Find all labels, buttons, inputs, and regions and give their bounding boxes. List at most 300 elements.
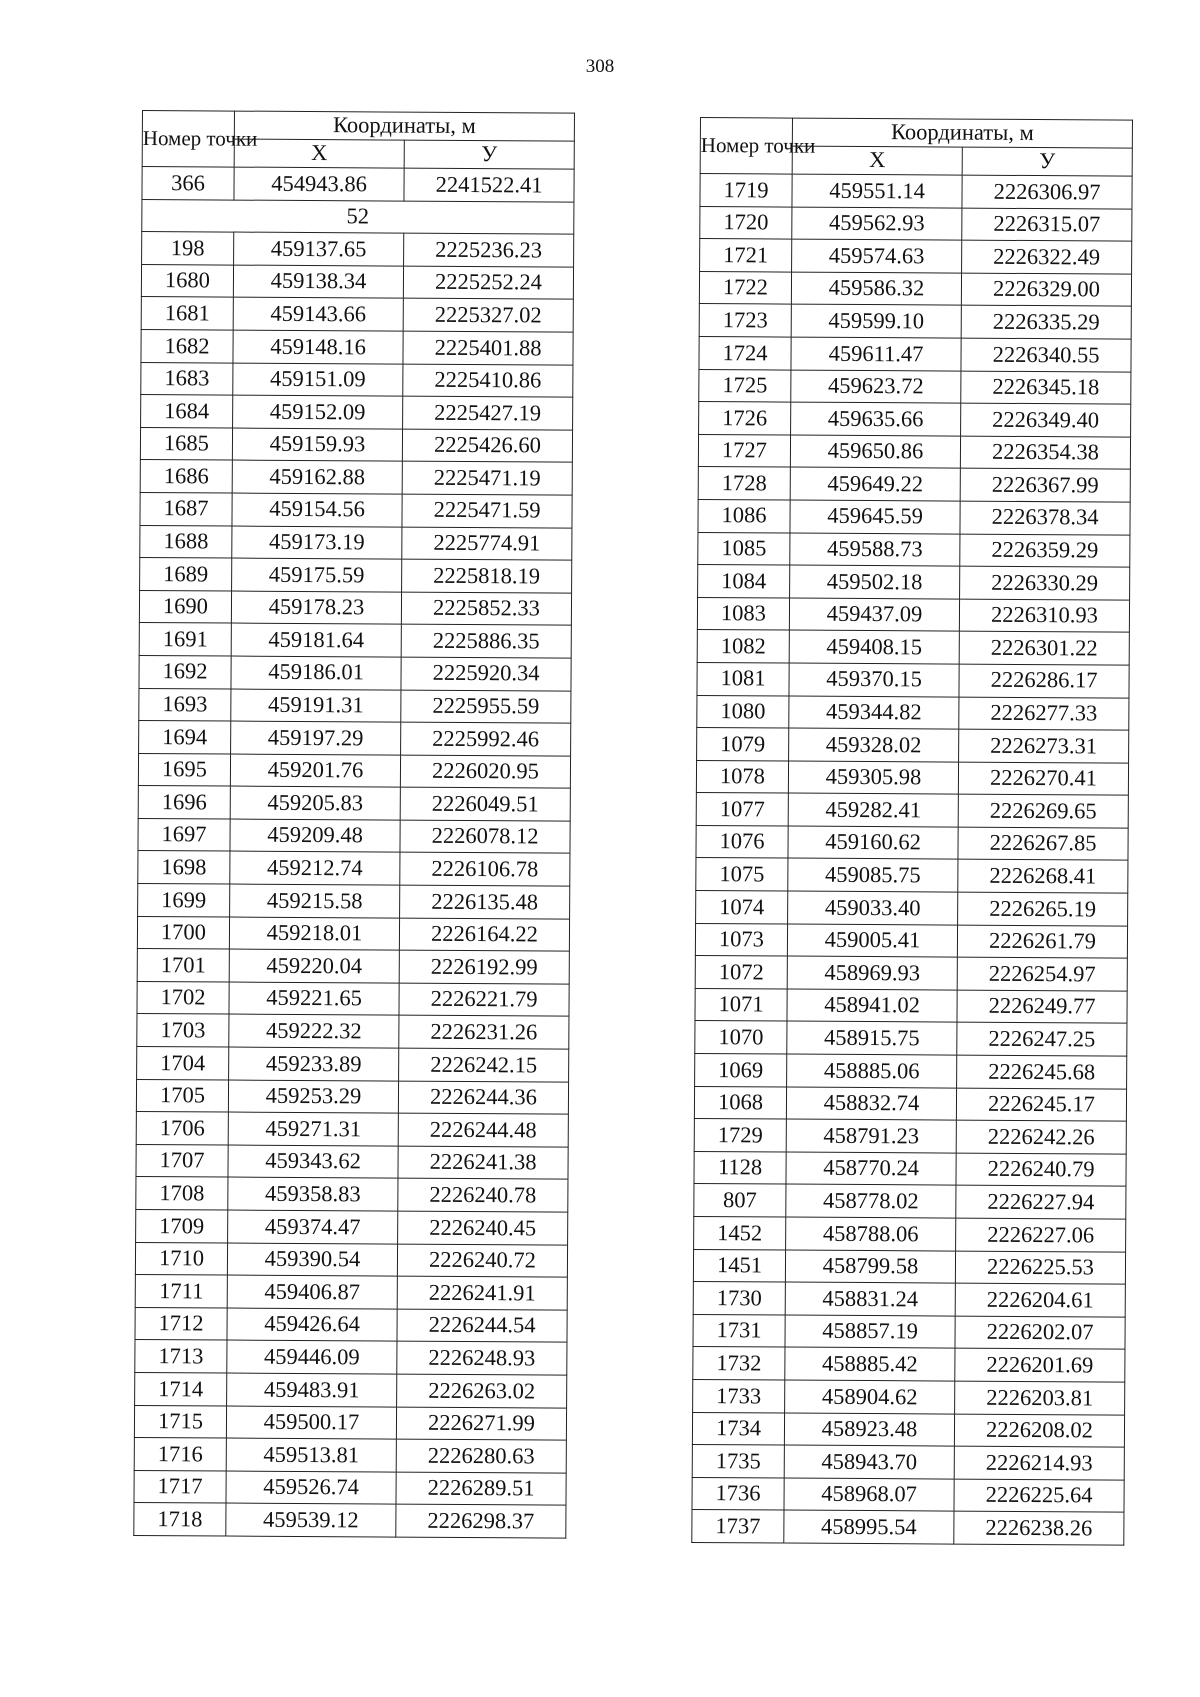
x-coordinate-cell: 459218.01	[229, 917, 399, 951]
x-coordinate-cell: 458995.54	[784, 1510, 954, 1544]
x-coordinate-cell: 458770.24	[786, 1152, 956, 1186]
x-coordinate-cell: 459588.73	[790, 533, 960, 567]
x-coordinate-cell: 459370.15	[789, 663, 959, 697]
y-coordinate-cell: 2226345.18	[961, 371, 1131, 405]
x-coordinate-cell: 459539.12	[226, 1503, 396, 1537]
x-coordinate-cell: 459148.16	[233, 330, 403, 364]
y-coordinate-cell: 2226298.37	[396, 1504, 566, 1538]
point-number-cell: 1721	[700, 239, 792, 272]
table-row	[696, 858, 1128, 893]
y-coordinate-cell: 2225955.59	[401, 690, 571, 724]
x-coordinate-cell: 459586.32	[791, 272, 961, 306]
point-number-cell: 198	[142, 232, 234, 265]
point-number-cell: 1695	[138, 753, 230, 786]
table-row	[698, 532, 1130, 567]
point-number-cell: 1716	[134, 1438, 226, 1471]
point-number-cell: 1729	[694, 1119, 786, 1152]
y-coordinate-cell: 2226240.45	[398, 1211, 568, 1245]
y-coordinate-cell: 2226315.07	[962, 208, 1132, 242]
y-coordinate-cell: 2226240.72	[397, 1244, 567, 1278]
point-number-cell: 1735	[692, 1445, 784, 1478]
x-coordinate-cell: 454943.86	[234, 167, 404, 201]
point-number-cell: 1080	[697, 695, 789, 728]
x-coordinate-cell: 458791.23	[786, 1119, 956, 1153]
section-row-group	[142, 199, 574, 234]
x-coordinate-cell: 459446.09	[227, 1340, 397, 1374]
table-row	[692, 1445, 1124, 1480]
y-coordinate-cell: 2226227.94	[956, 1185, 1126, 1219]
point-number-header: Номер точки	[700, 118, 792, 175]
table-row	[697, 728, 1129, 763]
table-row	[694, 1216, 1126, 1251]
point-number-cell: 1732	[693, 1347, 785, 1380]
y-coordinate-cell: 2226245.17	[956, 1088, 1126, 1122]
y-coordinate-cell: 2225252.24	[403, 266, 573, 300]
y-coordinate-cell: 2226249.77	[957, 990, 1127, 1024]
y-coordinate-cell: 2226049.51	[400, 787, 570, 821]
y-coordinate-cell: 2226267.85	[958, 827, 1128, 861]
table-row	[139, 688, 571, 723]
x-coordinate-cell: 459502.18	[790, 565, 960, 599]
table-row	[698, 565, 1130, 600]
point-number-cell: 1681	[141, 297, 233, 330]
y-coordinate-cell: 2226270.41	[958, 762, 1128, 796]
x-coordinate-cell: 459623.72	[791, 370, 961, 404]
y-coordinate-cell: 2226247.25	[957, 1023, 1127, 1057]
y-coordinate-cell: 2226203.81	[955, 1381, 1125, 1415]
table-row	[134, 1438, 566, 1473]
y-coordinate-cell: 2226238.26	[954, 1511, 1124, 1545]
y-coordinate-cell: 2226078.12	[400, 820, 570, 854]
right-rows	[692, 174, 1132, 1546]
table-row	[693, 1314, 1125, 1349]
coordinates-table-left	[133, 110, 575, 1539]
point-number-cell: 1688	[140, 525, 232, 558]
x-coordinate-cell: 459513.81	[226, 1438, 396, 1472]
x-coordinate-cell: 459406.87	[227, 1275, 397, 1309]
point-number-cell: 1702	[137, 981, 229, 1014]
point-number-cell: 1693	[139, 688, 231, 721]
table-row	[692, 1477, 1124, 1512]
x-coordinate-cell: 459159.93	[232, 428, 402, 462]
point-number-cell: 1711	[135, 1275, 227, 1308]
section-label: 52	[142, 199, 574, 234]
x-coordinate-cell: 459209.48	[230, 819, 400, 853]
point-number-cell: 1736	[692, 1477, 784, 1510]
point-number-cell: 1737	[692, 1510, 784, 1543]
y-coordinate-cell: 2226240.78	[398, 1178, 568, 1212]
page-number: 308	[585, 56, 615, 77]
point-number-cell: 1700	[137, 916, 229, 949]
y-coordinate-cell: 2226227.06	[956, 1218, 1126, 1252]
table-row	[137, 1014, 569, 1049]
y-coordinate-cell: 2226164.22	[399, 918, 569, 952]
y-coordinate-cell: 2226340.55	[961, 338, 1131, 372]
point-number-cell: 1724	[699, 336, 791, 369]
x-coordinate-cell: 459271.31	[228, 1112, 398, 1146]
x-coordinate-cell: 459374.47	[228, 1210, 398, 1244]
table-row	[140, 427, 572, 462]
point-number-cell: 1696	[138, 786, 230, 819]
table-row	[137, 981, 569, 1016]
x-coordinate-cell: 459305.98	[788, 761, 958, 795]
y-coordinate-cell: 2226202.07	[955, 1316, 1125, 1350]
y-coordinate-cell: 2226241.91	[397, 1276, 567, 1310]
y-coordinate-cell: 2226231.26	[399, 1016, 569, 1050]
y-coordinate-cell: 2226242.26	[956, 1120, 1126, 1154]
x-coordinate-cell: 458857.19	[785, 1315, 955, 1349]
x-coordinate-cell: 459221.65	[229, 982, 399, 1016]
left-rows	[134, 232, 574, 1538]
x-coordinate-cell: 459138.34	[233, 265, 403, 299]
x-coordinate-cell: 458941.02	[787, 989, 957, 1023]
table-row	[137, 1047, 569, 1082]
x-coordinate-cell: 459154.56	[232, 493, 402, 527]
table-row	[136, 1079, 568, 1114]
point-number-cell: 1075	[696, 858, 788, 891]
table-row	[134, 1470, 566, 1505]
y-coordinate-cell: 2226106.78	[400, 853, 570, 887]
y-coordinate-cell: 2226301.22	[959, 631, 1129, 665]
table-row	[142, 167, 574, 202]
y-coordinate-cell: 2225327.02	[403, 298, 573, 332]
y-coordinate-cell: 2226261.79	[957, 925, 1127, 959]
y-coordinate-cell: 2226367.99	[960, 468, 1130, 502]
y-coordinate-cell: 2226322.49	[962, 240, 1132, 274]
point-number-cell: 1694	[139, 721, 231, 754]
point-number-cell: 1718	[134, 1503, 226, 1536]
table-row	[136, 1209, 568, 1244]
x-coordinate-cell: 459005.41	[787, 924, 957, 958]
x-coordinate-cell: 459186.01	[231, 656, 401, 690]
x-coordinate-cell: 459483.91	[227, 1373, 397, 1407]
x-coordinate-cell: 459215.58	[230, 884, 400, 918]
x-coordinate-cell: 459205.83	[230, 786, 400, 820]
point-number-cell: 807	[694, 1184, 786, 1217]
point-number-cell: 1077	[696, 793, 788, 826]
table-row	[134, 1503, 566, 1538]
x-coordinate-cell: 458923.48	[784, 1413, 954, 1447]
point-number-cell: 1722	[699, 271, 791, 304]
point-number-cell: 1731	[693, 1314, 785, 1347]
table-row	[135, 1242, 567, 1277]
x-coordinate-cell: 459328.02	[789, 728, 959, 762]
x-coordinate-cell: 459645.59	[790, 500, 960, 534]
point-number-cell: 1730	[693, 1282, 785, 1315]
y-header: У	[404, 140, 574, 169]
table-row	[697, 695, 1129, 730]
table-row	[694, 1184, 1126, 1219]
x-coordinate-cell: 459599.10	[791, 304, 961, 338]
y-coordinate-cell: 2226271.99	[396, 1407, 566, 1441]
y-coordinate-cell: 2226240.79	[956, 1153, 1126, 1187]
table-row	[693, 1249, 1125, 1284]
point-number-cell: 1128	[694, 1151, 786, 1184]
y-coordinate-cell: 2226354.38	[960, 436, 1130, 470]
y-coordinate-cell: 2226244.48	[398, 1113, 568, 1147]
table-row	[699, 304, 1131, 339]
table-row	[136, 1112, 568, 1147]
y-coordinate-cell: 2226242.15	[399, 1048, 569, 1082]
y-coordinate-cell: 2225426.60	[402, 429, 572, 463]
x-coordinate-cell: 459033.40	[788, 891, 958, 925]
y-coordinate-cell: 2226310.93	[959, 599, 1129, 633]
point-number-cell: 1076	[696, 825, 788, 858]
point-number-cell: 1686	[140, 460, 232, 493]
y-coordinate-cell: 2226277.33	[959, 697, 1129, 731]
table-row	[699, 369, 1131, 404]
y-coordinate-cell: 2226225.53	[955, 1251, 1125, 1285]
table-row	[692, 1412, 1124, 1447]
table-row	[699, 271, 1131, 306]
y-coordinate-cell: 2226225.64	[954, 1479, 1124, 1513]
x-coordinate-cell: 458904.62	[785, 1380, 955, 1414]
table-row	[141, 395, 573, 430]
table-row	[135, 1275, 567, 1310]
y-coordinate-cell: 2225401.88	[403, 331, 573, 365]
x-coordinate-cell: 459343.62	[228, 1145, 398, 1179]
point-number-cell: 1691	[139, 623, 231, 656]
x-coordinate-cell: 459175.59	[232, 558, 402, 592]
table-row	[698, 499, 1130, 534]
point-number-cell: 1687	[140, 492, 232, 525]
point-number-cell: 1690	[139, 590, 231, 623]
point-number-cell: 1713	[135, 1340, 227, 1373]
x-coordinate-cell: 459220.04	[229, 949, 399, 983]
y-coordinate-cell: 2226254.97	[957, 957, 1127, 991]
table-row	[698, 434, 1130, 469]
x-header: Х	[792, 146, 962, 175]
table-row	[139, 623, 571, 658]
y-coordinate-cell: 2226265.19	[958, 892, 1128, 926]
table-row	[696, 891, 1128, 926]
y-coordinate-cell: 2226289.51	[396, 1472, 566, 1506]
x-coordinate-cell: 459152.09	[233, 395, 403, 429]
table-row	[136, 1177, 568, 1212]
table-row	[697, 662, 1129, 697]
point-number-cell: 1085	[698, 532, 790, 565]
point-number-cell: 1704	[137, 1047, 229, 1080]
y-coordinate-cell: 2226378.34	[960, 501, 1130, 535]
x-coordinate-cell: 459162.88	[232, 460, 402, 494]
x-coordinate-cell: 459282.41	[788, 793, 958, 827]
coordinates-header: Координаты, м	[792, 118, 1132, 148]
point-number-cell: 1073	[695, 923, 787, 956]
y-coordinate-cell: 2241522.41	[404, 168, 574, 202]
point-number-cell: 1726	[699, 402, 791, 435]
x-coordinate-cell: 459253.29	[228, 1080, 398, 1114]
point-number-cell: 1697	[138, 818, 230, 851]
x-coordinate-cell: 458788.06	[786, 1217, 956, 1251]
x-coordinate-cell: 459137.65	[234, 232, 404, 266]
table-row	[697, 597, 1129, 632]
x-coordinate-cell: 458832.74	[786, 1087, 956, 1121]
table-row	[139, 590, 571, 625]
table-row	[141, 264, 573, 299]
y-coordinate-cell: 2226245.68	[957, 1055, 1127, 1089]
table-row	[696, 760, 1128, 795]
point-number-cell: 1079	[697, 728, 789, 761]
table-row	[138, 818, 570, 853]
x-coordinate-cell: 458885.42	[785, 1347, 955, 1381]
x-coordinate-cell: 459085.75	[788, 859, 958, 893]
point-number-cell: 1698	[138, 851, 230, 884]
x-coordinate-cell: 459222.32	[229, 1014, 399, 1048]
x-coordinate-cell: 459437.09	[789, 598, 959, 632]
x-coordinate-cell: 458969.93	[787, 956, 957, 990]
table-row	[695, 923, 1127, 958]
y-coordinate-cell: 2225920.34	[401, 657, 571, 691]
x-coordinate-cell: 459178.23	[231, 591, 401, 625]
x-coordinate-cell: 459408.15	[789, 630, 959, 664]
x-coordinate-cell: 459526.74	[226, 1471, 396, 1505]
point-number-cell: 1699	[138, 884, 230, 917]
point-number-cell: 1720	[700, 206, 792, 239]
table-row	[699, 402, 1131, 437]
x-coordinate-cell: 459574.63	[792, 239, 962, 273]
point-number-cell: 1725	[699, 369, 791, 402]
table-row	[692, 1510, 1124, 1545]
point-number-cell: 1734	[692, 1412, 784, 1445]
x-coordinate-cell: 459635.66	[791, 402, 961, 436]
y-coordinate-cell: 2225410.86	[403, 364, 573, 398]
x-coordinate-cell: 459650.86	[790, 435, 960, 469]
table-row	[140, 492, 572, 527]
x-coordinate-cell: 458831.24	[785, 1282, 955, 1316]
table-row	[695, 1054, 1127, 1089]
point-number-cell: 1086	[698, 499, 790, 532]
point-number-cell: 1714	[135, 1372, 227, 1405]
table-row	[700, 206, 1132, 241]
point-number-cell: 1072	[695, 956, 787, 989]
x-coordinate-cell: 459197.29	[231, 721, 401, 755]
y-coordinate-cell: 2225886.35	[401, 624, 571, 658]
table-row	[696, 825, 1128, 860]
table-row	[142, 232, 574, 267]
y-coordinate-cell: 2226201.69	[955, 1348, 1125, 1382]
y-coordinate-cell: 2225471.59	[402, 494, 572, 528]
table-row	[139, 721, 571, 756]
x-coordinate-cell: 459160.62	[788, 826, 958, 860]
point-number-cell: 366	[142, 167, 234, 200]
table-row	[137, 916, 569, 951]
point-number-cell: 1081	[697, 662, 789, 695]
y-coordinate-cell: 2226273.31	[959, 729, 1129, 763]
table-row	[695, 956, 1127, 991]
table-row	[137, 949, 569, 984]
point-number-cell: 1703	[137, 1014, 229, 1047]
y-coordinate-cell: 2226330.29	[960, 566, 1130, 600]
table-row	[138, 884, 570, 919]
x-coordinate-cell: 459500.17	[226, 1406, 396, 1440]
point-number-cell: 1715	[134, 1405, 226, 1438]
x-coordinate-cell: 458968.07	[784, 1478, 954, 1512]
point-number-cell: 1733	[693, 1379, 785, 1412]
y-coordinate-cell: 2226329.00	[961, 273, 1131, 307]
point-number-cell: 1071	[695, 988, 787, 1021]
x-coordinate-cell: 459151.09	[233, 363, 403, 397]
x-coordinate-cell: 459344.82	[789, 696, 959, 730]
point-number-cell: 1070	[695, 1021, 787, 1054]
table-row	[134, 1405, 566, 1440]
x-coordinate-cell: 459390.54	[227, 1243, 397, 1277]
x-coordinate-cell: 459181.64	[231, 623, 401, 657]
y-coordinate-cell: 2226192.99	[399, 950, 569, 984]
y-coordinate-cell: 2226204.61	[955, 1283, 1125, 1317]
table-row	[700, 174, 1132, 209]
point-number-cell: 1068	[694, 1086, 786, 1119]
table-row	[135, 1340, 567, 1375]
table-row	[698, 467, 1130, 502]
table-row	[138, 753, 570, 788]
point-number-cell: 1692	[139, 655, 231, 688]
point-number-cell: 1701	[137, 949, 229, 982]
y-coordinate-cell: 2226214.93	[954, 1446, 1124, 1480]
y-coordinate-cell: 2225852.33	[401, 592, 571, 626]
point-number-cell: 1452	[694, 1216, 786, 1249]
point-number-header: Номер точки	[142, 111, 234, 168]
y-header: У	[962, 147, 1132, 176]
table-row	[697, 630, 1129, 665]
y-coordinate-cell: 2226280.63	[396, 1439, 566, 1473]
point-number-cell: 1074	[696, 891, 788, 924]
x-coordinate-cell: 458778.02	[786, 1184, 956, 1218]
table-row	[694, 1119, 1126, 1154]
point-number-cell: 1710	[135, 1242, 227, 1275]
y-coordinate-cell: 2226269.65	[958, 794, 1128, 828]
y-coordinate-cell: 2225236.23	[404, 233, 574, 267]
table-row	[695, 988, 1127, 1023]
coordinates-table-right	[691, 117, 1133, 1546]
point-number-cell: 1705	[136, 1079, 228, 1112]
y-coordinate-cell: 2226248.93	[397, 1341, 567, 1375]
y-coordinate-cell: 2226135.48	[400, 885, 570, 919]
point-number-cell: 1082	[697, 630, 789, 663]
x-coordinate-cell: 459191.31	[231, 689, 401, 723]
point-number-cell: 1684	[141, 395, 233, 428]
table-row	[138, 851, 570, 886]
point-number-cell: 1069	[695, 1054, 787, 1087]
table-row	[693, 1379, 1125, 1414]
point-number-cell: 1078	[696, 760, 788, 793]
point-number-cell: 1723	[699, 304, 791, 337]
point-number-cell: 1727	[698, 434, 790, 467]
table-row	[694, 1151, 1126, 1186]
point-number-cell: 1709	[136, 1209, 228, 1242]
x-coordinate-cell: 459173.19	[232, 526, 402, 560]
x-coordinate-cell: 459358.83	[228, 1177, 398, 1211]
point-number-cell: 1084	[698, 565, 790, 598]
table-row	[141, 297, 573, 332]
y-coordinate-cell: 2225992.46	[401, 722, 571, 756]
x-header: Х	[234, 139, 404, 168]
table-row	[141, 329, 573, 364]
x-coordinate-cell: 459562.93	[792, 207, 962, 241]
y-coordinate-cell: 2225774.91	[402, 527, 572, 561]
y-coordinate-cell: 2226263.02	[397, 1374, 567, 1408]
table-row	[138, 786, 570, 821]
point-number-cell: 1712	[135, 1307, 227, 1340]
y-coordinate-cell: 2226208.02	[954, 1414, 1124, 1448]
y-coordinate-cell: 2226244.54	[397, 1309, 567, 1343]
point-number-cell: 1682	[141, 329, 233, 362]
table-row	[141, 362, 573, 397]
point-number-cell: 1717	[134, 1470, 226, 1503]
x-coordinate-cell: 458799.58	[785, 1250, 955, 1284]
point-number-cell: 1706	[136, 1112, 228, 1145]
table-row	[693, 1347, 1125, 1382]
table-row	[135, 1372, 567, 1407]
